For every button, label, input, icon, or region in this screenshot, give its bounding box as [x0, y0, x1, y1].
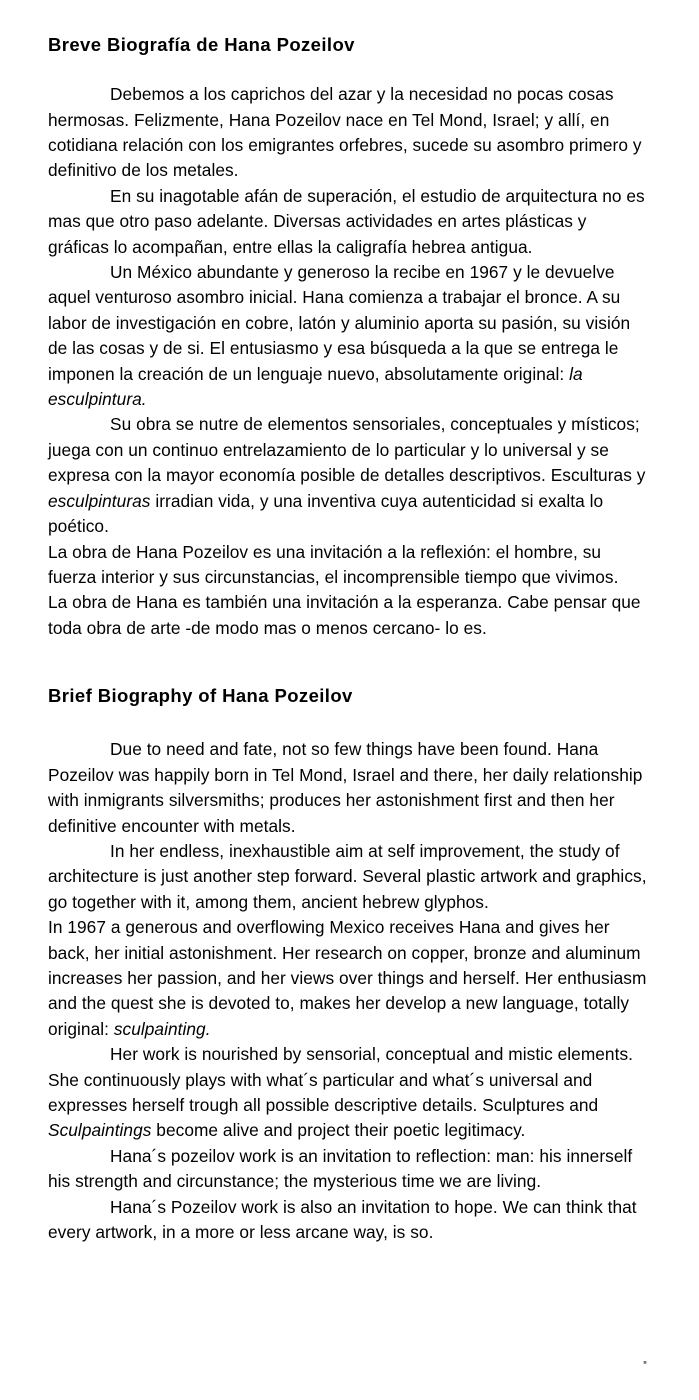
paragraph — [48, 590, 651, 641]
emphasis-text: sculpainting. — [113, 1018, 211, 1039]
body-text: Hana´s pozeilov work is an invitation to reflection: man: his innerself his strength and circunstance; the mysterious time we are living. — [48, 1145, 633, 1192]
body-text: La obra de Hana es también una invitación a la esperanza. Cabe pensar que toda obra de arte -de modo mas o menos cercano- lo es. — [48, 592, 641, 638]
emphasis-text: Sculpaintings — [48, 1120, 152, 1141]
paragraph — [48, 82, 651, 184]
body-text: Su obra se nutre de elementos sensoriales, conceptuales y místicos; juega con un continuo entrelazamiento de lo particular y lo universal y se expresa con la mayor economía posible de detalles descriptivos. Esculturas y — [48, 414, 646, 486]
paragraph — [48, 915, 651, 1042]
page-title-spanish: Breve Biografía de Hana Pozeilov — [48, 34, 355, 55]
paragraph — [48, 1042, 651, 1144]
paragraph — [48, 737, 651, 839]
body-text: Debemos a los caprichos del azar y la necesidad no pocas cosas hermosas. Felizmente, Hana Pozeilov nace en Tel Mond, Israel; y allí, en cotidiana relación con los emigrantes orfebres, sucede su asombro primero y definitivo de los metales. — [48, 84, 642, 181]
body-text: Her work is nourished by sensorial, conceptual and mistic elements. She continuously plays with what´s particular and what´s universal and expresses herself trough all possible descriptive details. Sculptures and — [48, 1044, 633, 1115]
body-text: La obra de Hana Pozeilov es una invitación a la reflexión: el hombre, su fuerza interior y sus circunstancias, el incomprensible tiempo que vivimos. — [48, 541, 619, 587]
paragraph — [48, 184, 651, 260]
paragraph — [48, 839, 651, 915]
paragraph — [48, 1195, 651, 1246]
page-title-english: Brief Biography of Hana Pozeilov — [48, 685, 353, 707]
body-text: Hana´s Pozeilov work is also an invitation to hope. We can think that every artwork, in a more or less arcane way, is so. — [48, 1196, 637, 1243]
scan-artifact-mark: '' — [643, 1358, 646, 1373]
paragraph — [48, 260, 651, 412]
body-text: In her endless, inexhaustible aim at self improvement, the study of architecture is just another step forward. Several plastic artwork and graphics, go together with it, among them, ancient hebrew glyphos. — [48, 840, 647, 912]
body-text: become alive and project their poetic legitimacy. — [151, 1120, 526, 1141]
paragraph — [48, 540, 651, 591]
body-text: irradian vida, y una inventiva cuya autenticidad si exalta lo poético. — [48, 490, 604, 537]
spanish-body — [48, 82, 651, 641]
emphasis-text: la esculpintura. — [48, 363, 583, 410]
paragraph — [48, 412, 651, 539]
english-body — [48, 737, 651, 1245]
emphasis-text: esculpinturas — [48, 490, 151, 511]
body-text: Un México abundante y generoso la recibe en 1967 y le devuelve aquel venturoso asombro inicial. Hana comienza a trabajar el bronce. A su labor de investigación en cobre, latón y aluminio aporta su pasión, su visión de las cosas y de si. El entusiasmo y esa búsqueda a la que se entrega le imponen la creación de un lenguaje nuevo, absolutamente original: — [48, 262, 631, 384]
body-text: En su inagotable afán de superación, el estudio de arquitectura no es mas que otro paso adelante. Diversas actividades en artes plásticas y gráficas lo acompañan, entre ellas la caligrafía hebrea antigua. — [48, 185, 645, 257]
body-text: In 1967 a generous and overflowing Mexico receives Hana and gives her back, her initial astonishment. Her research on copper, bronze and aluminum increases her passion, and her views over things and herself. Her enthusiasm and the quest she is devoted to, makes her develop a new language, totally original: — [48, 917, 647, 1039]
body-text: Due to need and fate, not so few things have been found. Hana Pozeilov was happily born in Tel Mond, Israel and there, her daily relationship with inmigrants silversmiths; produces her astonishment first and then her definitive encounter with metals. — [48, 739, 643, 836]
paragraph — [48, 1144, 651, 1195]
